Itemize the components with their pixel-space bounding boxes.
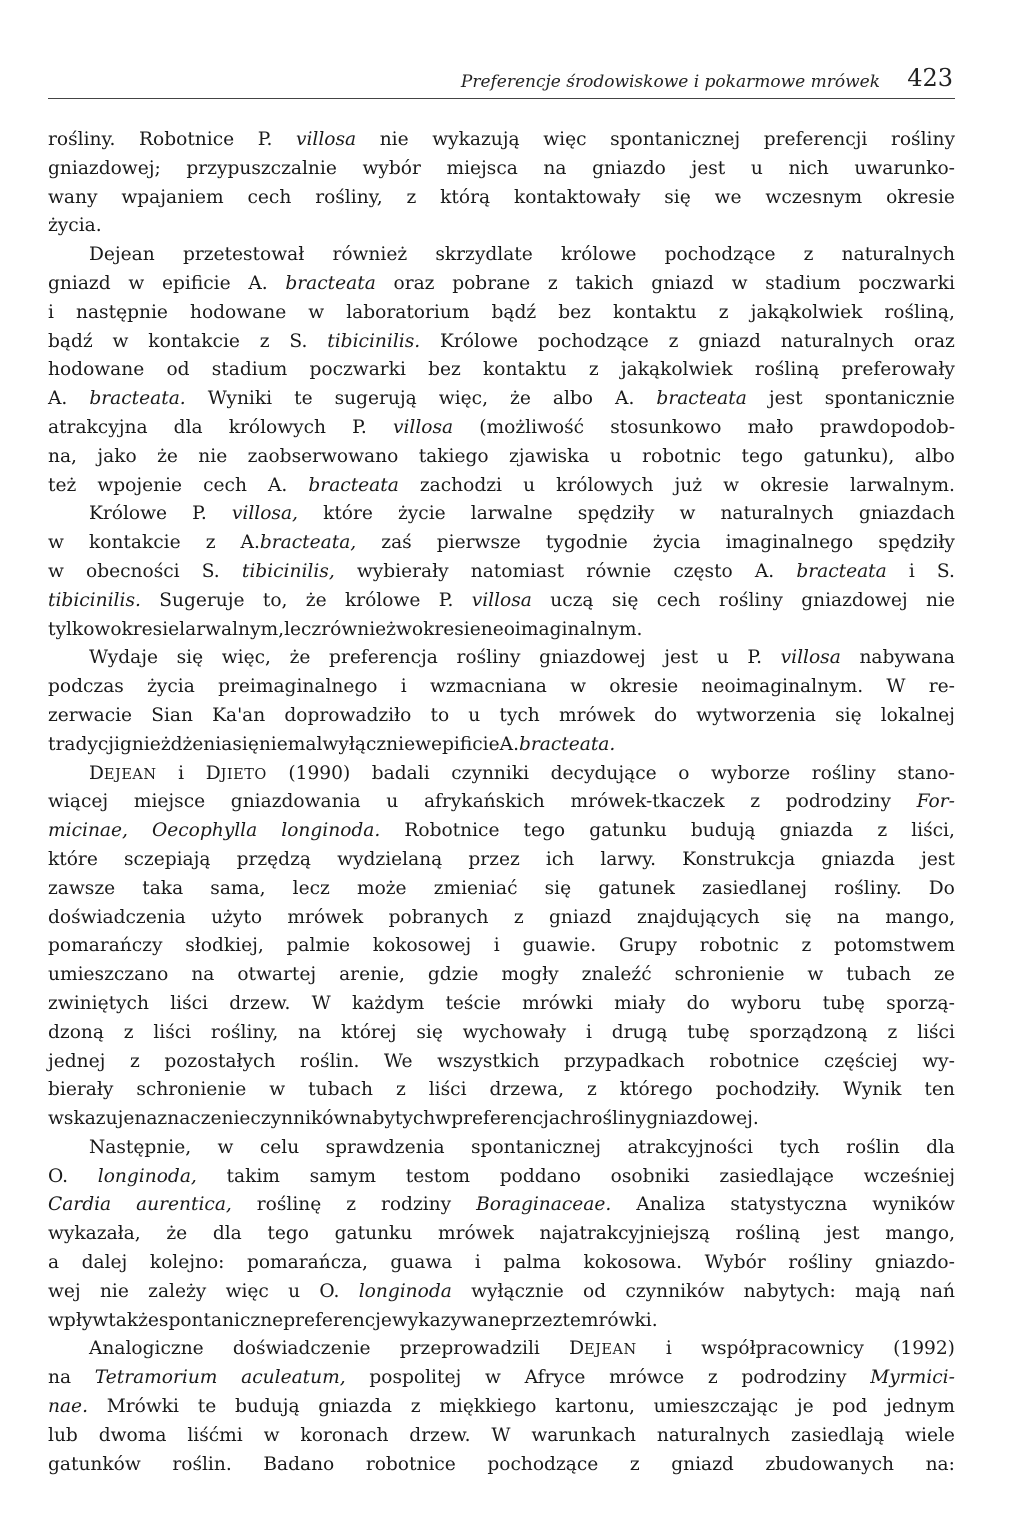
- text-line: A. bracteata. Wyniki te sugerują więc, że albo A. bracteata jest spontanicznie: [48, 388, 955, 410]
- text-line: atrakcyjna dla królowych P. villosa (możliwość stosunkowo mało prawdopodob-: [48, 416, 955, 438]
- text-line: zerwacie Sian Ka'an doprowadziło to u tych mrówek do wytworzenia się lokalnej: [48, 704, 955, 726]
- text-line: tylko w okresie larwalnym, lecz również w okresie neoimaginalnym.: [48, 618, 643, 640]
- text-line: umieszczano na otwartej arenie, gdzie mogły znaleźć schronienie w tubach ze: [48, 964, 955, 986]
- text-line: w obecności S. tibicinilis, wybierały natomiast równie często A. bracteata i S.: [48, 560, 955, 582]
- text-line: Wydaje się więc, że preferencja rośliny gniazdowej jest u P. villosa nabywana: [89, 647, 955, 669]
- text-line: wej nie zależy więc u O. longinoda wyłącznie od czynników nabytych: mają nań: [48, 1280, 955, 1302]
- text-line: które sczepiają przędzą wydzielaną przez ich larwy. Konstrukcja gniazda jest: [48, 848, 955, 870]
- text-line: w kontakcie z A.bracteata, zaś pierwsze tygodnie życia imaginalnego spędziły: [48, 532, 955, 554]
- running-head: Preferencje środowiskowe i pokarmowe mrówek: [460, 72, 880, 92]
- body-text: [48, 126, 955, 1479]
- text-line: też wpojenie cech A. bracteata zachodzi u królowych już w okresie larwalnym.: [48, 474, 955, 496]
- page-header: [48, 64, 955, 99]
- text-line: a dalej kolejno: pomarańcza, guawa i palma kokosowa. Wybór rośliny gniazdo-: [48, 1252, 955, 1274]
- text-line: jednej z pozostałych roślin. We wszystkich przypadkach robotnice częściej wy-: [48, 1050, 955, 1072]
- text-line: rośliny. Robotnice P. villosa nie wykazują więc spontanicznej preferencji rośliny: [48, 129, 955, 150]
- text-line: wany wpajaniem cech rośliny, z którą kontaktowały się we wczesnym okresie: [48, 186, 955, 208]
- text-line: i następnie hodowane w laboratorium bądź bez kontaktu z jakąkolwiek rośliną,: [48, 301, 955, 323]
- text-line: hodowane od stadium poczwarki bez kontaktu z jakąkolwiek rośliną preferowały: [48, 359, 955, 381]
- text-line: zwiniętych liści drzew. W każdym teście mrówki miały do wyboru tubę sporzą-: [48, 992, 955, 1014]
- page-number: 423: [907, 64, 953, 92]
- text-line: nae. Mrówki te budują gniazda z miękkiego kartonu, umieszczając je pod jednym: [48, 1396, 955, 1418]
- text-line: na Tetramorium aculeatum, pospolitej w Afryce mrówce z podrodziny Myrmici-: [48, 1367, 955, 1389]
- text-line: podczas życia preimaginalnego i wzmacniana w okresie neoimaginalnym. W re-: [48, 676, 955, 698]
- text-line: O. longinoda, takim samym testom poddano osobniki zasiedlające wcześniej: [48, 1165, 955, 1187]
- text-line: tibicinilis. Sugeruje to, że królowe P. villosa uczą się cech rośliny gniazdowej nie: [48, 589, 955, 611]
- text-line: dzoną z liści rośliny, na której się wychowały i drugą tubę sporządzoną z liści: [48, 1021, 955, 1043]
- text-line: Następnie, w celu sprawdzenia spontanicznej atrakcyjności tych roślin dla: [89, 1136, 955, 1158]
- text-line: lub dwoma liśćmi w koronach drzew. W warunkach naturalnych zasiedlają wiele: [48, 1424, 955, 1446]
- text-line: bierały schronienie w tubach z liści drzewa, z którego pochodziły. Wynik ten: [48, 1079, 955, 1101]
- text-line: Cardia aurentica, roślinę z rodziny Boraginaceae. Analiza statystyczna wyników: [48, 1194, 955, 1216]
- text-line: Królowe P. villosa, które życie larwalne spędziły w naturalnych gniazdach: [89, 503, 955, 525]
- text-line: gniazdowej; przypuszczalnie wybór miejsca na gniazdo jest u nich uwarunko-: [48, 157, 955, 179]
- text-line: DEJEAN i DJIETO (1990) badali czynniki decydujące o wyborze rośliny stano-: [89, 762, 955, 784]
- text-line: wykazała, że dla tego gatunku mrówek najatrakcyjniejszą rośliną jest mango,: [48, 1223, 955, 1245]
- text-line: pomarańczy słodkiej, palmie kokosowej i guawie. Grupy robotnic z potomstwem: [48, 935, 955, 957]
- text-line: wiącej miejsce gniazdowania u afrykańskich mrówek-tkaczek z podrodziny For-: [48, 791, 955, 813]
- text-line: Dejean przetestował również skrzydlate królowe pochodzące z naturalnych: [89, 244, 955, 266]
- text-line: wpływ także spontaniczne preferencje wykazywane przez te mrówki.: [48, 1309, 658, 1331]
- text-line: bądź w kontakcie z S. tibicinilis. Królowe pochodzące z gniazd naturalnych oraz: [48, 330, 955, 352]
- text-line: micinae, Oecophylla longinoda. Robotnice tego gatunku budują gniazda z liści,: [48, 820, 955, 842]
- text-line: na, jako że nie zaobserwowano takiego zjawiska u robotnic tego gatunku), albo: [48, 445, 955, 467]
- text-line: gniazd w epificie A. bracteata oraz pobrane z takich gniazd w stadium poczwarki: [48, 272, 955, 294]
- text-line: wskazuje na znaczenie czynników nabytych w preferencjach rośliny gniazdowej.: [48, 1108, 759, 1130]
- text-line: tradycji gnieżdżenia się niemal wyłącznie w epificie A. bracteata.: [48, 733, 616, 755]
- text-line: Analogiczne doświadczenie przeprowadzili DEJEAN i współpracownicy (1992): [89, 1338, 955, 1360]
- text-line: doświadczenia użyto mrówek pobranych z gniazd znajdujących się na mango,: [48, 906, 955, 928]
- text-line: zawsze taka sama, lecz może zmieniać się gatunek zasiedlanej rośliny. Do: [48, 877, 955, 899]
- text-line: gatunków roślin. Badano robotnice pochodzące z gniazd zbudowanych na:: [48, 1453, 955, 1475]
- text-line: życia.: [48, 215, 102, 237]
